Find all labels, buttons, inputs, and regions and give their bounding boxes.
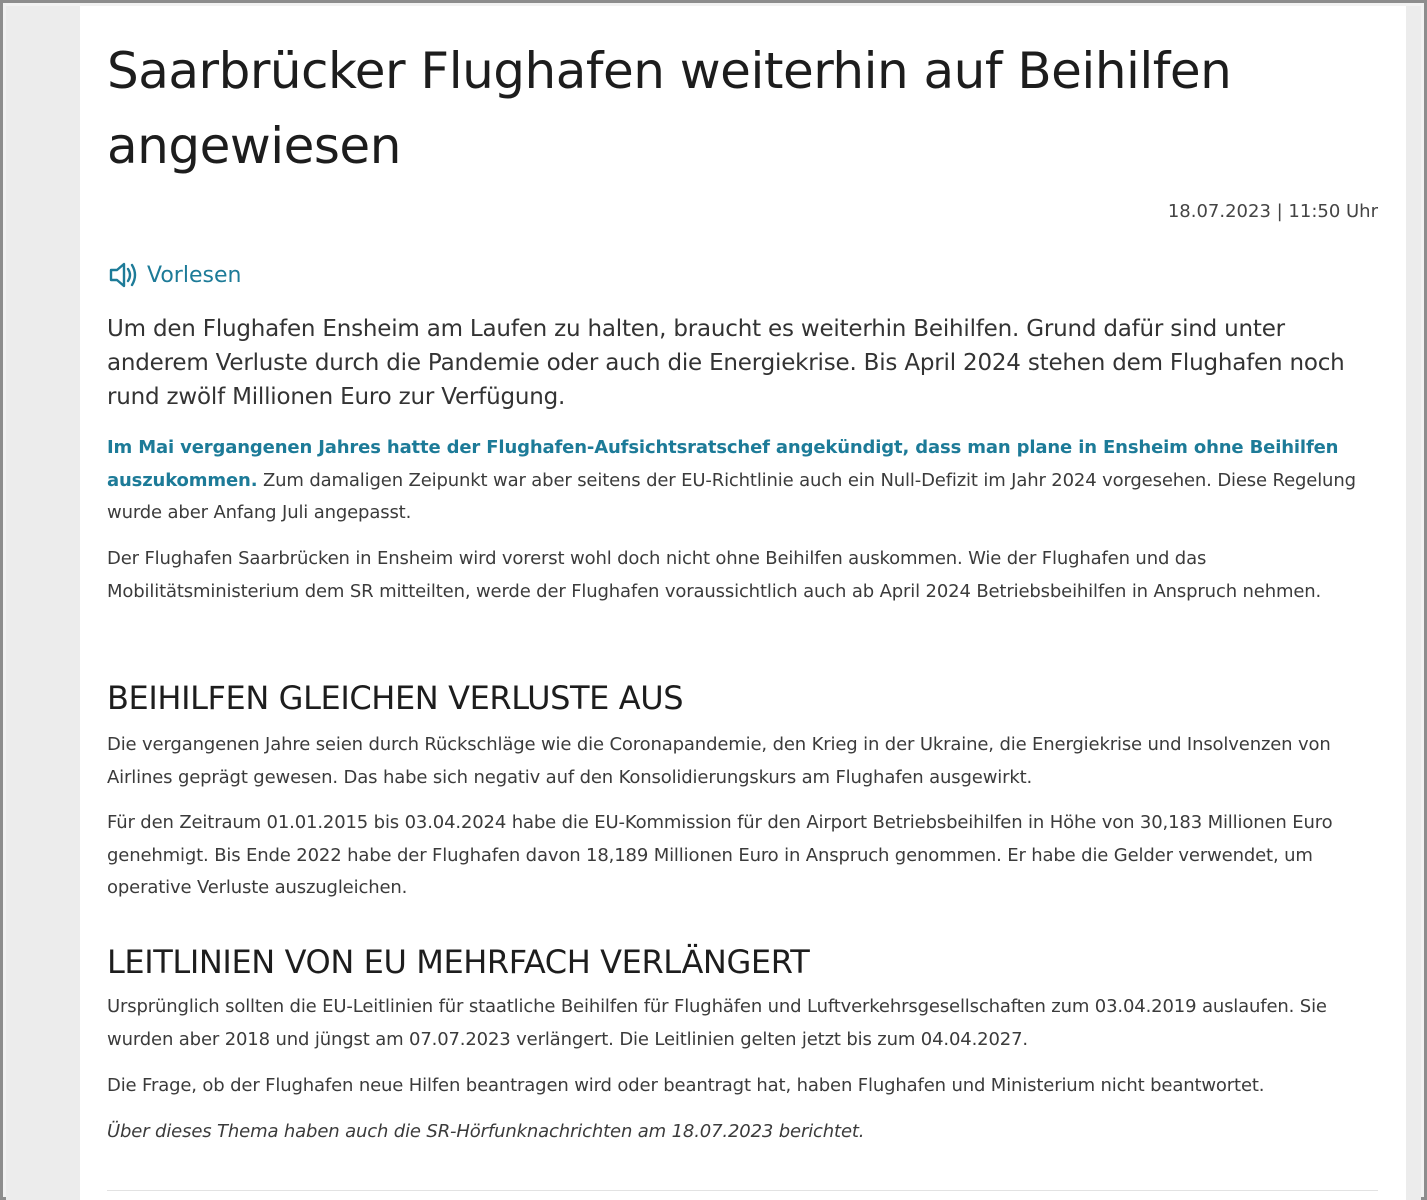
paragraph-5: Ursprünglich sollten die EU-Leitlinien für staatliche Beihilfen für Flughäfen und Luftverkehrsgesellschaften zum 03.04.2019 auslaufen. Sie wurden aber 2018 und jüngst am 07.07.2023 verlängert. Die Leitlinien gelten jetzt bis zum 04.04.2027. [107,996,1327,1050]
paragraph-1-text: Zum damaligen Zeipunkt war aber seitens der EU-Richtlinie auch ein Null-Defizit im Jahr 2024 vorgesehen. Diese Regelung wurde aber Anfang Juli angepasst. [107,469,1356,523]
subheading-leitlinien: LEITLINIEN VON EU MEHRFACH VERLÄNGERT [107,943,810,981]
article-lead: Um den Flughafen Ensheim am Laufen zu halten, braucht es weiterhin Beihilfen. Grund dafür sind unter anderem Verluste durch die Pandemie oder auch die Energiekrise. Bis April 2024 stehen dem Flughafen noch rund zwölf Millionen Euro zur Verfügung. [107,316,1345,410]
read-aloud-label: Vorlesen [147,262,242,288]
article-title: Saarbrücker Flughafen weiterhin auf Beihilfen angewiesen [107,42,1232,175]
subheading-beihilfen: BEIHILFEN GLEICHEN VERLUSTE AUS [107,679,684,717]
publish-date: 18.07.2023 | 11:50 Uhr [1167,201,1378,222]
paragraph-3: Die vergangenen Jahre seien durch Rückschläge wie die Coronapandemie, den Krieg in der Ukraine, die Energiekrise und Insolvenzen von Airlines geprägt gewesen. Das habe sich negativ auf den Konsolidierungskurs am Flughafen ausgewirkt. [107,734,1331,788]
left-gutter [6,6,80,1200]
bottom-divider [107,1190,1378,1191]
inline-link-aufsichtsratschef[interactable]: Im Mai vergangenen Jahres hatte der Flughafen-Aufsichtsratschef angekündigt, dass man plane in Ensheim ohne Beihilfen auszukommen. [107,437,1339,491]
paragraph-6: Die Frage, ob der Flughafen neue Hilfen beantragen wird oder beantragt hat, haben Flughafen und Ministerium nicht beantwortet. [107,1075,1265,1096]
paragraph-2: Der Flughafen Saarbrücken in Ensheim wird vorerst wohl doch nicht ohne Beihilfen auskommen. Wie der Flughafen und das Mobilitätsministerium dem SR mitteilten, werde der Flughafen voraussichtlich auch ab April 2024 Betriebsbeihilfen in Anspruch nehmen. [107,548,1322,602]
speaker-icon [109,262,137,288]
paragraph-1 [107,432,1378,530]
read-aloud-button[interactable] [109,259,241,291]
paragraph-4: Für den Zeitraum 01.01.2015 bis 03.04.2024 habe die EU-Kommission für den Airport Betriebsbeihilfen in Höhe von 30,183 Millionen Euro genehmigt. Bis Ende 2022 habe der Flughafen davon 18,189 Millionen Euro in Anspruch genommen. Er habe die Gelder verwendet, um operative Verluste auszugleichen. [107,812,1333,898]
article-container [80,6,1406,1200]
source-note: Über dieses Thema haben auch die SR-Hörfunknachrichten am 18.07.2023 berichtet. [107,1121,865,1142]
